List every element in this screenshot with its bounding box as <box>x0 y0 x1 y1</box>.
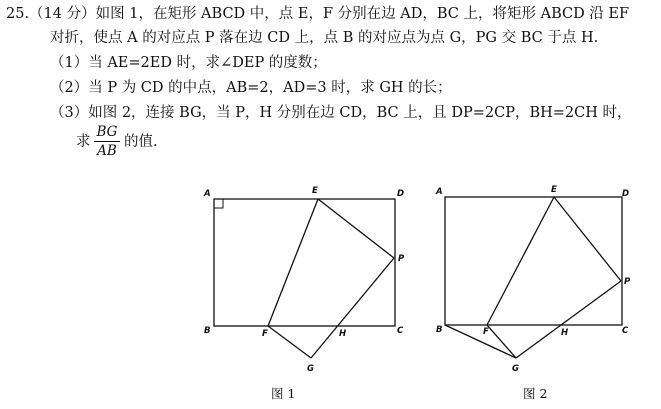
question-1: （1）当 AE=2ED 时，求∠DEP 的度数； <box>50 55 327 71</box>
segment-pg <box>516 281 621 358</box>
figure-1-labels <box>203 186 405 374</box>
question-3-tail-post: 的值. <box>124 134 158 150</box>
problem-line-1: 25.（14 分）如图 1，在矩形 ABCD 中，点 E，F 分别在边 AD，BC 上，将矩形 ABCD 沿 EF <box>6 6 630 22</box>
question-3-tail-pre: 求 <box>76 134 91 150</box>
figure-2 <box>445 197 622 358</box>
fig1-label-e: E <box>312 186 318 196</box>
figure-2-caption: 图 2 <box>523 386 548 401</box>
question-2: （2）当 P 为 CD 的中点，AB=2，AD=3 时，求 GH 的长； <box>50 80 452 96</box>
segment-ep <box>318 199 394 258</box>
right-angle-mark <box>214 199 223 208</box>
segment-pg <box>311 258 394 358</box>
fig1-label-h: H <box>339 329 347 339</box>
fig1-label-a: A <box>204 189 211 199</box>
fig1-label-p: P <box>398 254 405 264</box>
fig2-label-d: D <box>622 189 630 199</box>
fig2-label-a: A <box>436 187 443 197</box>
fraction-denominator: AB <box>97 143 117 159</box>
rectangle-abcd <box>445 197 622 325</box>
fig2-label-p: P <box>624 277 631 287</box>
fig1-label-f: F <box>262 329 268 339</box>
figure-1 <box>214 199 395 358</box>
segment-fg <box>487 325 516 358</box>
fig2-label-h: H <box>561 328 569 338</box>
fraction-numerator: BG <box>96 124 118 140</box>
segment-ep <box>554 197 621 281</box>
fig2-label-c: C <box>622 326 629 336</box>
fig2-label-e: E <box>551 185 557 195</box>
fig2-label-g: G <box>512 364 519 374</box>
fig1-label-c: C <box>397 326 404 336</box>
segment-fg <box>268 326 311 358</box>
fold-line-ef <box>268 199 318 326</box>
segment-bg <box>445 325 516 358</box>
fold-line-ef <box>487 197 554 325</box>
figure-1-caption: 图 1 <box>271 386 296 401</box>
fig2-label-f: F <box>483 327 489 337</box>
fig1-label-b: B <box>204 326 211 336</box>
fig1-label-g: G <box>307 364 314 374</box>
fig1-label-d: D <box>397 189 405 199</box>
question-3: （3）如图 2，连接 BG，当 P，H 分别在边 CD，BC 上，且 DP=2CP，BH=2CH 时， <box>50 105 632 121</box>
problem-line-2: 对折，使点 A 的对应点 P 落在边 CD 上，点 B 的对应点为点 G，PG 交 BC 于点 H. <box>50 30 599 46</box>
fig2-label-b: B <box>436 325 443 335</box>
rectangle-abcd <box>214 199 395 326</box>
